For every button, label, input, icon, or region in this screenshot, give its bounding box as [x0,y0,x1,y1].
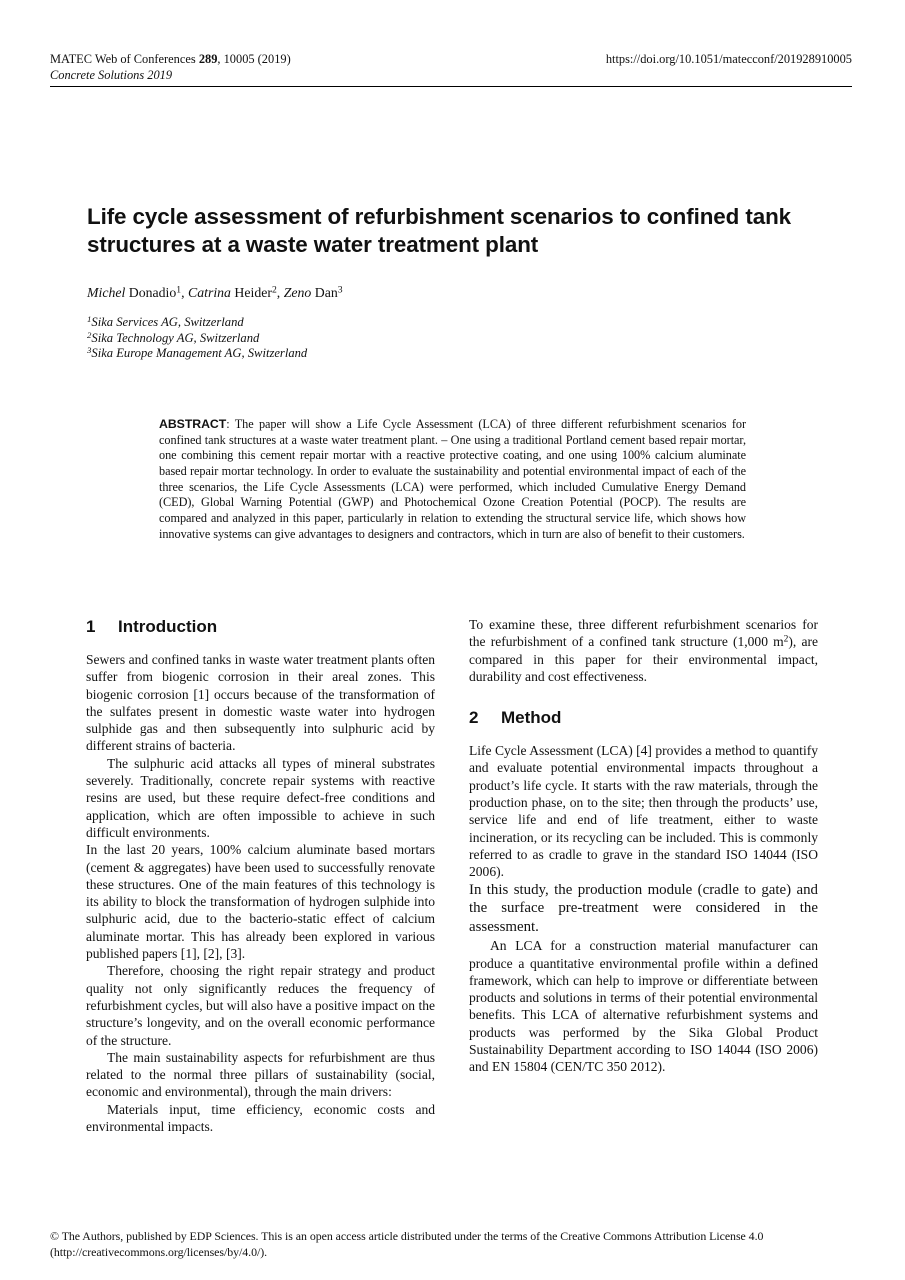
author: Zeno Dan$^3$ [283,284,343,300]
author: Catrina Heider$^2$, [188,284,284,300]
affiliation: $^1$Sika Services AG, Switzerland [87,314,244,329]
header-rule [50,86,852,87]
section-heading-method [469,707,818,729]
journal-prefix: MATEC Web of Conferences [50,52,199,66]
affiliation: $^3$Sika Europe Management AG, Switzerland [87,345,308,361]
abstract-text: : The paper will show a Life Cycle Assessment (LCA) of three different refurbishment scenarios for confined tank structures at a waste water treatment plant. – One using a traditional Portland cement based repair mortar, one combining this cement repair mortar with a reactive protective coating, and one using 100% calcium aluminate based repair mortar technology. In order to evaluate the sustainability and potential environmental impact of each of the three scenarios, the Life Cycle Assessments (LCA) were performed, which included Cumulative Energy Demand (CED), Global Warning Potential (GWP) and Photochemical Ozone Creation Potential (POCP). The results are compared and analyzed in this paper, particularly in relation to extending the structural service life, which shows how innovative systems can give advantages to designers and contractors, which in turn are also of benefit to their customers. [159,417,746,541]
section-number: 1 [86,617,96,636]
paragraph: In this study, the production module (cradle to gate) and the surface pre-treatment were considered in the assessment. [469,881,818,936]
conference-series: Concrete Solutions 2019 [50,68,173,82]
paragraph: Life Cycle Assessment (LCA) [4] provides a method to quantify and evaluate potential environmental impacts throughout a product’s life cycle. It starts with the raw materials, through the production phase, on to the site; then through the products’ use, service life and end of life treatment, either to waste incineration, or its recycling can be included. This is commonly referred to as cradle to grave in the standard ISO 14044 (ISO 2006). [469,743,818,880]
journal-citation [50,51,291,83]
paragraph: The sulphuric acid attacks all types of mineral substrates severely. Traditionally, concrete repair systems with reactive resins are used, but these require defect-free conditions and application, which are often impossible to achieve in such difficult environments. [86,755,435,840]
paragraph: Materials input, time efficiency, economic costs and environmental impacts. [86,1101,435,1135]
section-title: Introduction [118,617,218,636]
author-list [87,284,343,302]
section-number: 2 [469,708,479,728]
paper-title: Life cycle assessment of refurbishment scenarios to confined tank structures at a waste water treatment plant [87,204,791,257]
doi-link[interactable]: https://doi.org/10.1051/matecconf/201928910005 [605,52,852,66]
left-column [86,616,435,1135]
license-footer: © The Authors, published by EDP Sciences. This is an open access article distributed under the terms of the Creative Commons Attribution License 4.0 (http://creativecommons.org/licenses/by/4.0/). [50,1229,764,1259]
abstract [159,417,746,542]
paragraph: In the last 20 years, 100% calcium aluminate based mortars (cement & aggregates) have been used to successfully renovate these structures. One of the main features of this technology is its ability to block the transformation of hydrogen sulphide into sulphuric acid, due to the bacterio-static effect of calcium aluminate mortar. This has already been explored in various published papers [1], [2], [3]. [86,842,435,962]
journal-volume: 289 [198,52,218,66]
right-column [469,616,818,1076]
paragraph: Sewers and confined tanks in waste water treatment plants often suffer from biogenic corrosion in their areal zones. This biogenic corrosion [1] occurs because of the transformation of the sulfates present in domestic waste water into hydrogen sulphide gas and then subsequently into sulphuric acid by different strains of bacteria. [86,652,435,754]
section-title: Method [501,708,562,728]
section-heading-introduction [86,616,435,638]
paragraph: An LCA for a construction material manufacturer can produce a quantitative environmental profile within a defined framework, which can help to improve or differentiate between products and solutions in terms of their potential environmental benefits. This LCA of alternative refurbishment systems and products was performed by the Sika Global Product Sustainability Department according to ISO 14044 (ISO 2006) and EN 15804 (CEN/TC 350 2012). [469,938,818,1075]
affiliation: $^2$Sika Technology AG, Switzerland [87,329,260,345]
author: Michel Donadio$^1$, [87,284,189,300]
paragraph: To examine these, three different refurbishment scenarios for the refurbishment of a confined tank structure (1,000 $m^2$), are compared in this paper for their environmental impact, durability and cost effectiveness. [469,617,818,684]
abstract-label: ABSTRACT [159,417,227,431]
paragraph: Therefore, choosing the right repair strategy and product quality not only significantly reduces the frequency of refurbishment cycles, but will also have a positive impact on the structure’s longevity, and on the overall economic performance of the structure. [86,963,435,1048]
paragraph: The main sustainability aspects for refurbishment are thus related to the normal three pillars of sustainability (social, economic and environmental), through the main drivers: [86,1049,435,1100]
journal-suffix: , 10005 (2019) [217,52,291,66]
affiliation-list [87,315,307,362]
